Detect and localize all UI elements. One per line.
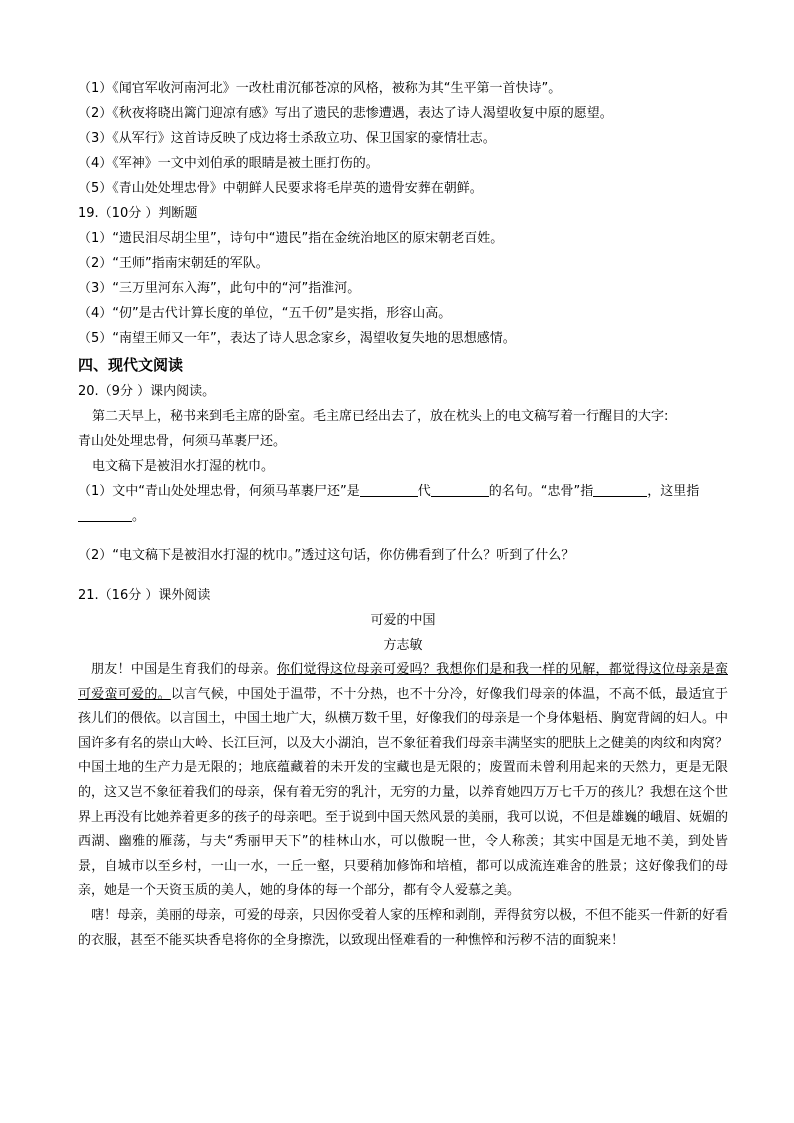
q19-item-3: （3）“三万里河东入海”，此句中的“河”指淮河。 xyxy=(78,281,361,296)
answer-blank-zhonggu[interactable] xyxy=(593,482,647,497)
q20-sub1 xyxy=(78,479,728,504)
q20-sub1-cont xyxy=(78,504,728,529)
q20-sub1-text-b: 代 xyxy=(417,484,431,499)
q18-item-4: （4）《军神》一文中刘伯承的眼睛是被土匪打伤的。 xyxy=(78,156,379,171)
q20-passage-line-2: 青山处处埋忠骨，何须马革裹尸还。 xyxy=(78,434,287,449)
q18-item-1: （1）《闻官军收河南河北》一改杜甫沉郁苍凉的风格，被称为其“生平第一首快诗”。 xyxy=(78,81,562,96)
q19-header: 19.（10分 ）判断题 xyxy=(78,206,198,221)
p1-start: 朋友！中国是生育我们的母亲。 xyxy=(91,662,277,677)
q19-item-5: （5）“南望王师又一年”，表达了诗人思念家乡，渴望收复失地的思想感情。 xyxy=(78,331,516,346)
p1-rest: 以言气候，中国处于温带，不十分热，也不十分冷，好像我们母亲的体温，不高不低，最适宜于孩儿们的偎依。以言国土，中国土地广大，纵横万数千里，好像我们的母亲是一个身体魁梧、胸宽背阔的妇人。中国许多有名的崇山大岭、长江巨河，以及大小湖泊，岂不象征着我们母亲丰满坚实的肥肤上之健美的肉纹和肉窝？中国土地的生产力是无限的；地底蕴藏着的未开发的宝藏也是无限的；废置而未曾利用起来的天然力，更是无限的，这又岂不象征着我们的母亲，保有着无穷的乳汁，无穷的力量，以养育她四万万七千万的孩儿？我想在这个世界上再没有比她养着更多的孩子的母亲吧。至于说到中国天然风景的美丽，我可以说，不但是雄巍的峨眉、妩媚的西湖、幽雅的雁荡，与夫“秀丽甲天下”的桂林山水，可以傲睨一世，令人称羡；其实中国是无地不美，到处皆景，自城市以至乡村，一山一水，一丘一壑，只要稍加修饰和培植，都可以成流连难舍的胜景；这好像我们的母亲，她是一个天资玉质的美人，她的身体的每一个部分，都有令人爱慕之美。 xyxy=(78,686,729,899)
article-title: 可爱的中国 xyxy=(370,613,436,628)
article-author: 方志敏 xyxy=(383,638,423,653)
p1-underlined-sentence: 你们觉得这位母亲可爱吗？我想你们是和我一样的见解，都觉得这位母亲是蛮可爱蛮可爱的。 xyxy=(78,662,728,702)
article-paragraph-2: 嗐！母亲，美丽的母亲，可爱的母亲，只因你受着人家的压榨和剥削，弄得贫穷以极，不但不能买一件新的好看的衣服，甚至不能买块香皂将你的全身擦洗，以致现出怪难看的一种憔悴和污秽不洁的面貌来！ xyxy=(78,907,729,948)
article-paragraph-1 xyxy=(78,658,728,904)
document-page xyxy=(78,76,728,953)
q19-item-2: （2）“王师”指南宋朝廷的军队。 xyxy=(78,256,269,271)
section-title: 四、现代文阅读 xyxy=(78,356,184,374)
q20-sub1-text-a: （1）文中“青山处处埋忠骨，何须马革裹尸还”是 xyxy=(78,484,360,499)
q20-sub2: （2）“电文稿下是被泪水打湿的枕巾。”透过这句话，你仿佛看到了什么？听到了什么？ xyxy=(78,548,575,563)
q20-passage-line-1: 第二天早上，秘书来到毛主席的卧室。毛主席已经出去了，放在枕头上的电文稿写着一行醒目的大字: xyxy=(92,409,669,424)
q21-block xyxy=(78,583,728,953)
q18-item-5: （5）《青山处处埋忠骨》中朝鲜人民要求将毛岸英的遗骨安葬在朝鲜。 xyxy=(78,181,483,196)
q18-item-2: （2）《秋夜将晓出篱门迎凉有感》写出了遗民的悲惨遭遇，表达了诗人渴望收复中原的愿望。 xyxy=(78,106,613,121)
q20-sub1-text-d: ，这里指 xyxy=(647,484,700,499)
q20-header: 20.（9分 ）课内阅读。 xyxy=(78,384,216,399)
q20-passage-line-3: 电文稿下是被泪水打湿的枕巾。 xyxy=(92,459,275,474)
q18-item-3: （3）《从军行》这首诗反映了戍边将士杀敌立功、保卫国家的豪情壮志。 xyxy=(78,131,496,146)
q19-item-1: （1）“遗民泪尽胡尘里”，诗句中“遗民”指在金统治地区的原宋朝老百姓。 xyxy=(78,231,504,246)
answer-blank-refers[interactable] xyxy=(78,507,132,522)
answer-blank-poet[interactable] xyxy=(431,482,489,497)
q20-sub1-text-e: 。 xyxy=(132,509,146,524)
q20-sub1-text-c: 的名句。“忠骨”指 xyxy=(488,484,594,499)
q20-block xyxy=(78,379,728,583)
answer-blank-dynasty[interactable] xyxy=(360,482,418,497)
q21-header: 21.（16分 ）课外阅读 xyxy=(78,588,211,603)
q19-block xyxy=(78,201,728,351)
q18-list xyxy=(78,76,728,201)
q19-item-4: （4）“仞”是古代计算长度的单位，“五千仞”是实指，形容山高。 xyxy=(78,306,452,321)
